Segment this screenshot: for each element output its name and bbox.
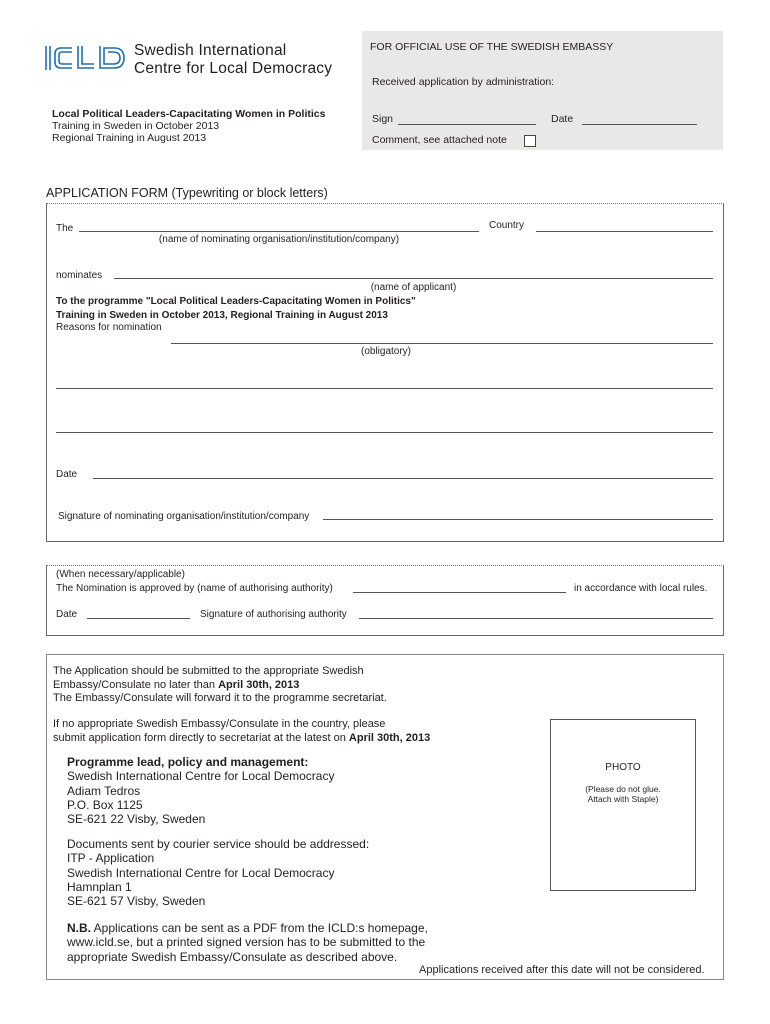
approved-by-label: The Nomination is approved by (name of authorising authority): [56, 583, 333, 594]
official-use-box: [362, 31, 723, 150]
reasons-field-1[interactable]: [171, 343, 713, 344]
courier-line: ITP - Application: [67, 851, 155, 866]
photo-label: PHOTO: [605, 762, 641, 773]
submission-line-2-text: Embassy/Consulate no later than: [53, 678, 219, 691]
applicant-hint: (name of applicant): [370, 282, 457, 293]
nb-line-1: [67, 921, 428, 935]
programme-statement-2: Training in Sweden in October 2013, Regional Training in August 2013: [56, 310, 388, 321]
obligatory-hint: (obligatory): [360, 346, 412, 357]
authority-signature-field[interactable]: [359, 618, 713, 619]
authorising-authority-field[interactable]: [353, 592, 566, 593]
nomination-date-label: Date: [56, 469, 78, 480]
nominating-org-field[interactable]: [79, 231, 479, 232]
country-field[interactable]: [536, 231, 713, 232]
applicant-name-field[interactable]: [114, 278, 713, 279]
lead-line: Adiam Tedros: [67, 783, 141, 798]
photo-note-1: (Please do not glue.: [585, 784, 661, 794]
form-heading: APPLICATION FORM (Typewriting or block letters): [46, 186, 328, 200]
nominates-label: nominates: [56, 270, 103, 281]
courier-block: [67, 837, 369, 908]
nb-line-3: appropriate Swedish Embassy/Consulate as described above.: [67, 949, 398, 964]
photo-note-2: Attach with Staple): [587, 794, 659, 804]
nomination-signature-field[interactable]: [323, 519, 713, 520]
courier-line: Hamnplan 1: [67, 879, 132, 894]
lead-line: P.O. Box 1125: [67, 797, 143, 812]
icld-logo: [44, 42, 128, 74]
courier-title: Documents sent by courier service should be addressed:: [67, 837, 370, 851]
official-sign-field[interactable]: [398, 124, 536, 125]
authority-signature-label: Signature of authorising authority: [200, 609, 347, 620]
submission-line-3: The Embassy/Consulate will forward it to the programme secretariat.: [53, 692, 387, 704]
no-embassy-line-2: [53, 732, 430, 746]
submission-line-2: [53, 679, 387, 693]
official-date-field[interactable]: [582, 124, 697, 125]
lead-line: SE-621 22 Visby, Sweden: [67, 812, 206, 827]
no-embassy-line-1: If no appropriate Swedish Embassy/Consulate in the country, please: [53, 718, 386, 730]
no-embassy-line-2-text: submit application form directly to secretariat at the latest on: [53, 731, 349, 744]
programme-lead-title: Programme lead, policy and management:: [67, 755, 309, 769]
comment-label: Comment, see attached note: [372, 134, 507, 146]
courier-line: Swedish International Centre for Local Democracy: [67, 865, 335, 880]
reasons-label: Reasons for nomination: [56, 322, 162, 333]
comment-checkbox[interactable]: [524, 135, 536, 147]
nb-block: [67, 921, 428, 964]
submission-paragraph: [53, 665, 387, 706]
programme-title: Local Political Leaders-Capacitating Women in Politics: [52, 108, 326, 120]
official-date-label: Date: [551, 113, 574, 125]
nomination-date-field[interactable]: [93, 478, 713, 479]
nb-label: N.B.: [67, 921, 91, 935]
lead-line: Swedish International Centre for Local Democracy: [67, 769, 335, 784]
programme-subtitle-1: Training in Sweden in October 2013: [52, 120, 220, 132]
no-embassy-paragraph: [53, 718, 430, 745]
local-rules-label: in accordance with local rules.: [574, 583, 708, 594]
reasons-field-3[interactable]: [56, 432, 713, 433]
org-name-line1: Swedish International: [134, 42, 287, 59]
org-hint: (name of nominating organisation/institution/company): [158, 234, 400, 245]
received-label: Received application by administration:: [372, 76, 555, 88]
org-name-line2: Centre for Local Democracy: [134, 60, 333, 77]
official-sign-label: Sign: [372, 113, 394, 125]
nb-line-1-text: Applications can be sent as a PDF from the ICLD:s homepage,: [91, 921, 428, 935]
photo-area[interactable]: [550, 719, 696, 891]
deadline-date: April 30th, 2013: [218, 678, 300, 691]
submission-line-1: The Application should be submitted to the appropriate Swedish: [53, 665, 364, 677]
secretariat-deadline: April 30th, 2013: [348, 731, 431, 744]
footer-note: Applications received after this date will not be considered.: [419, 964, 705, 976]
approval-date-label: Date: [56, 609, 78, 620]
nb-line-2: www.icld.se, but a printed signed version has to be submitted to the: [67, 935, 426, 950]
the-label: The: [56, 223, 74, 234]
programme-subtitle-2: Regional Training in August 2013: [52, 132, 207, 144]
programme-statement-1: To the programme "Local Political Leaders-Capacitating Women in Politics": [56, 296, 416, 307]
programme-lead-block: [67, 755, 334, 826]
when-applicable-label: (When necessary/applicable): [56, 569, 185, 580]
reasons-field-2[interactable]: [56, 388, 713, 389]
official-use-title: FOR OFFICIAL USE OF THE SWEDISH EMBASSY: [370, 41, 614, 53]
approval-date-field[interactable]: [87, 618, 190, 619]
nomination-signature-label: Signature of nominating organisation/institution/company: [58, 511, 310, 522]
courier-line: SE-621 57 Visby, Sweden: [67, 894, 206, 909]
approval-section: [46, 565, 724, 636]
country-label: Country: [489, 220, 525, 231]
nomination-section: [46, 203, 724, 542]
